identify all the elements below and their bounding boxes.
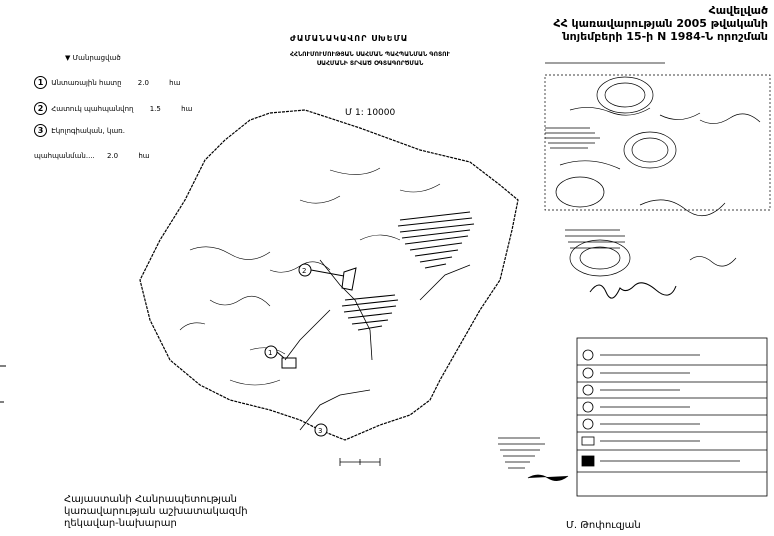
callout-1-label: 1: [268, 349, 273, 357]
scale-bar: [340, 458, 380, 466]
legend-label-1: Անտառային հատը: [51, 79, 122, 87]
approval-stamps: [545, 63, 770, 298]
legend-value-4: 2.0: [106, 152, 119, 160]
footer-line-3: ղեկավար-նախարար: [64, 518, 177, 529]
approval-line-1: Հավելված: [708, 4, 768, 17]
approval-line-3: նոյեմբերի 15-ի N 1984-Ն որոշման: [562, 30, 768, 43]
footer-line-1: Հայաստանի Հանրապետության: [64, 494, 238, 505]
legend-number-2: 2: [34, 102, 47, 115]
legend-number-3: 3: [34, 124, 47, 137]
terrain-texture: [180, 168, 440, 385]
legend-heading-text: Մանրացված: [72, 54, 121, 62]
footer-signatory-name: Մ. Թոփուզյան: [566, 520, 641, 531]
map-subtitle-line-1: ՀՀՆՈՒՄՈՒՄՈՒԹՅԱՆ ՍԱՀՄԱՆ ՊԱՀՊԱՆՄԱՆ ԳՈՏՈՒ: [290, 51, 450, 58]
callout-2-label: 2: [302, 267, 307, 275]
footer-signatory-title: [64, 494, 248, 530]
legend-unit-2: հա: [181, 105, 193, 113]
symbols-legend-table: [577, 338, 767, 496]
territory-boundary: [140, 110, 518, 440]
legend-unit-1: հա: [169, 79, 181, 87]
stamp-hatch-bottom: [498, 438, 568, 481]
approval-line-2: ՀՀ կառավարության 2005 թվականի: [553, 17, 768, 30]
stamp-seal-1: [597, 77, 653, 113]
signature-1: [590, 283, 676, 298]
footer-line-2: կառավարության աշխատակազմի: [64, 506, 248, 517]
legend-value-1: 2.0: [137, 79, 149, 87]
map-scale: Մ 1: 10000: [345, 108, 396, 118]
legend-label-4: պահպանման....: [34, 152, 95, 160]
legend-heading: ▼ Մանրացված: [65, 54, 121, 62]
map-title: ԺԱՄԱՆԱԿԱՎՈՐ ՍԽԵՄԱ: [290, 34, 409, 43]
legend-value-2: 1.5: [149, 105, 161, 113]
legend-number-1: 1: [34, 76, 47, 89]
callout-3-label: 3: [318, 427, 323, 435]
map-subtitle-line-2: ՍԱՀՄԱՆԻ ՏՐՎԱԾ ՕԳՏԱԳՈՐԾՄԱՆ: [316, 60, 424, 67]
parcel-1: [282, 358, 296, 368]
stamp-seal-4: [570, 240, 630, 276]
stamp-seal-3: [556, 177, 604, 207]
legend-label-3: Էկոլոգիական, կառ.: [51, 127, 125, 135]
legend-unit-4: հա: [138, 152, 150, 160]
legend-label-2: Հատուկ պահպանվող: [51, 105, 134, 113]
roads: [285, 260, 470, 430]
parcel-2: [342, 268, 356, 290]
edge-ticks: [0, 366, 6, 402]
